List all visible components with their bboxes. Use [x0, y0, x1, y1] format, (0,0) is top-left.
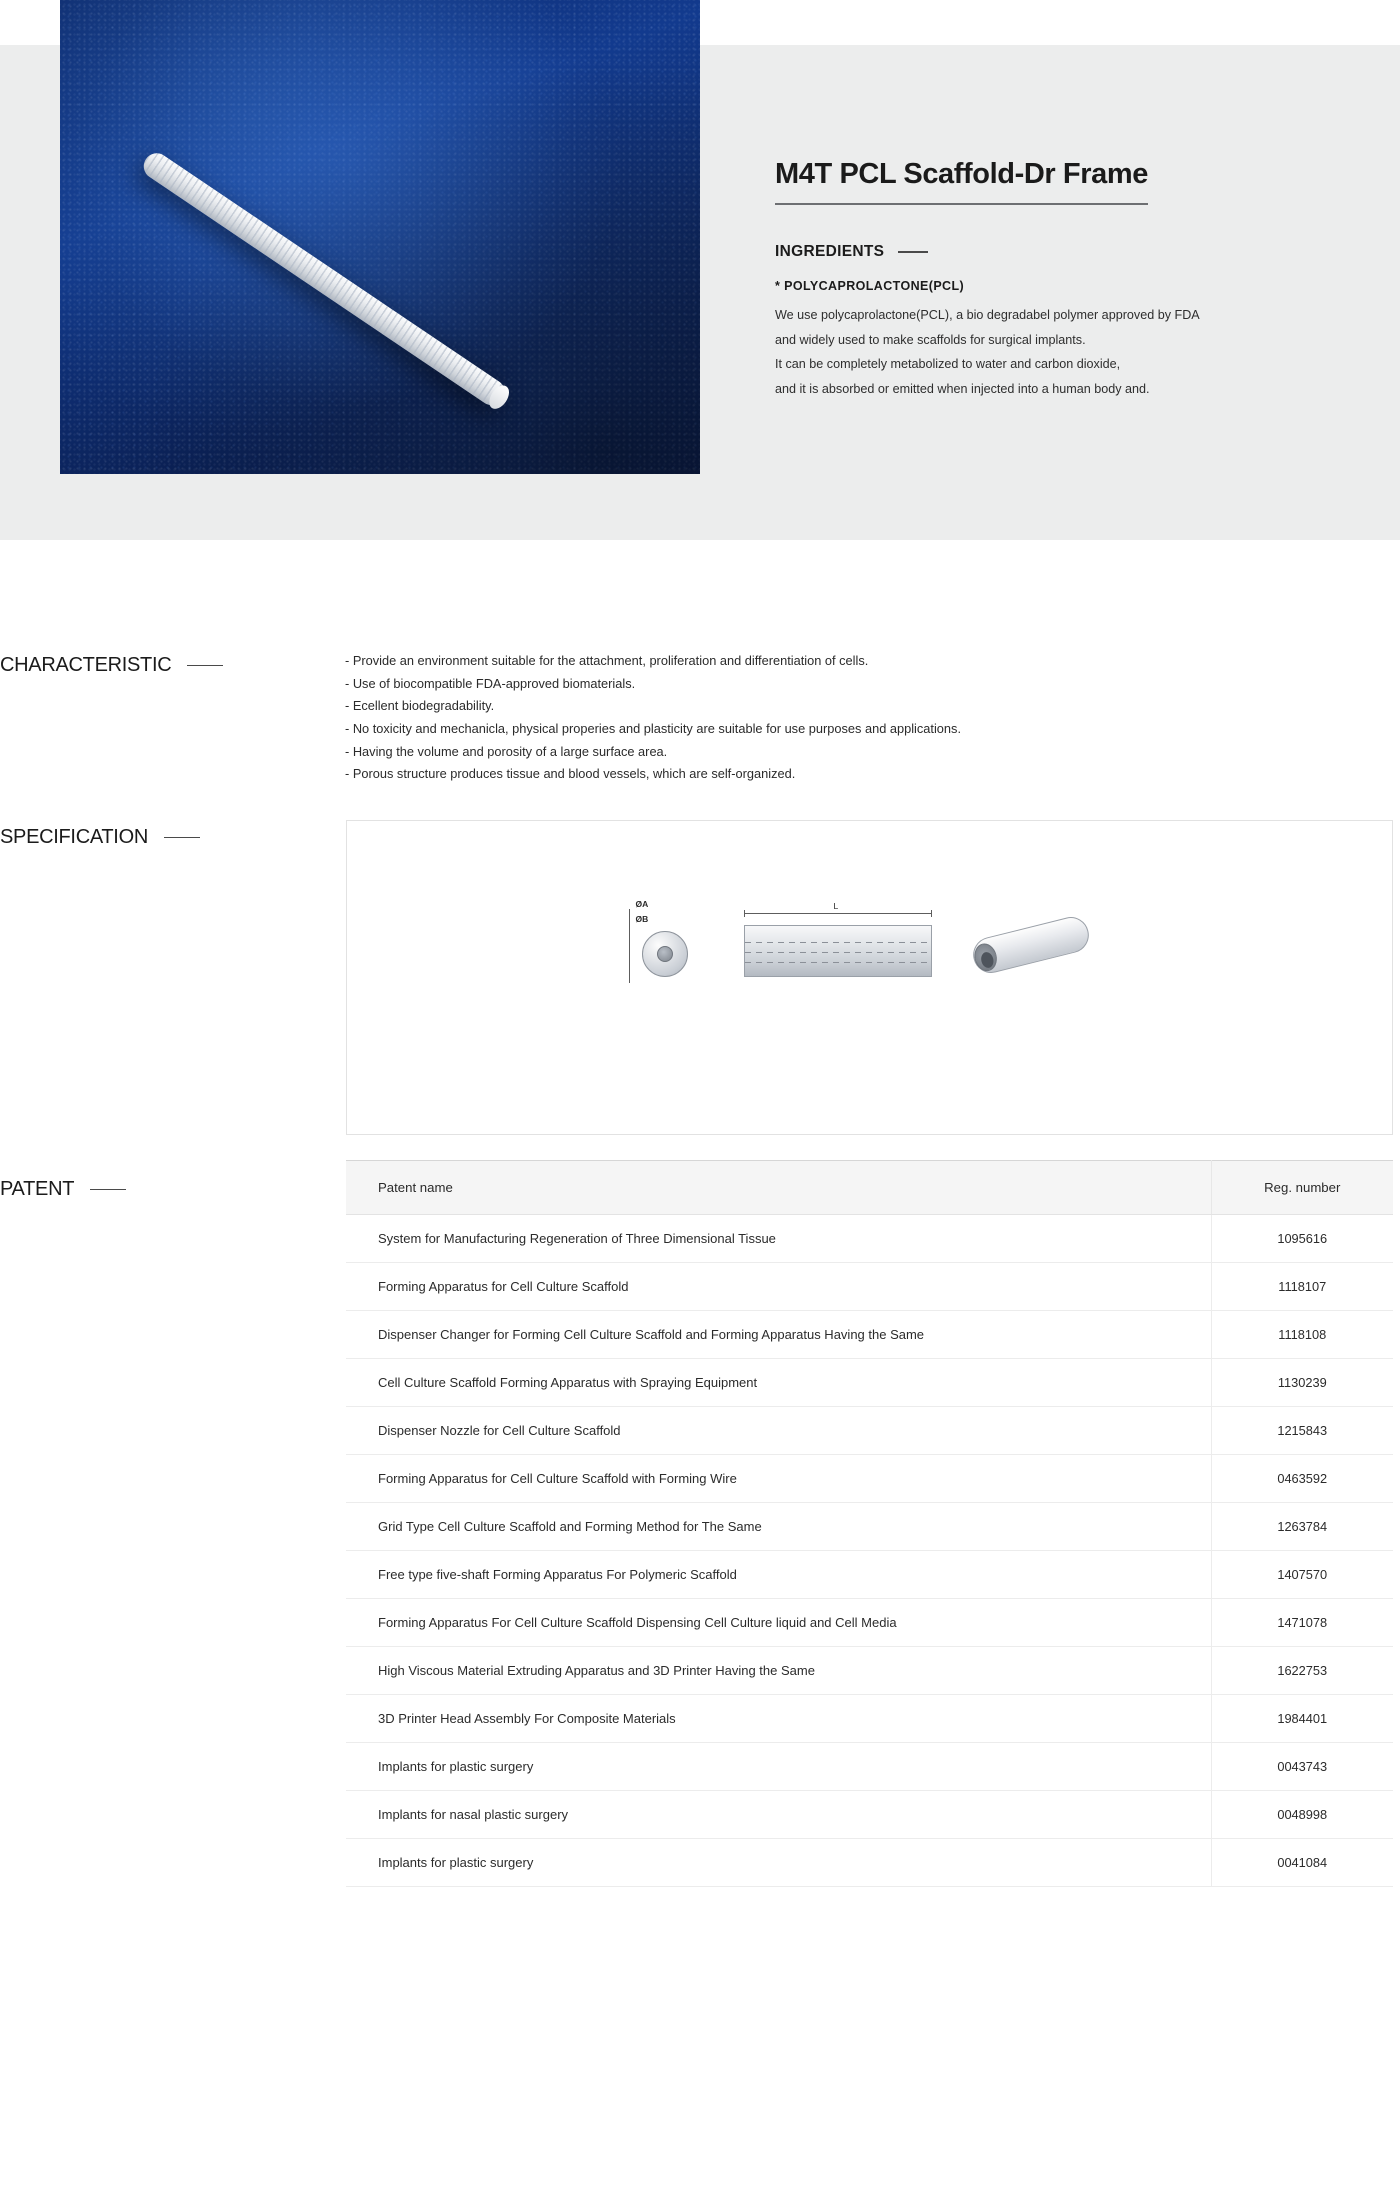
- specification-diagram: [347, 899, 1392, 991]
- patent-number-cell: 1215843: [1211, 1407, 1393, 1455]
- characteristic-item: - Use of biocompatible FDA-approved biomaterials.: [345, 675, 636, 691]
- ingredient-line: We use polycaprolactone(PCL), a bio degradabel polymer approved by FDA: [775, 308, 1200, 322]
- table-row: [346, 1503, 1393, 1551]
- patent-name-cell: Implants for plastic surgery: [346, 1743, 1211, 1791]
- patent-number-cell: 1130239: [1211, 1359, 1393, 1407]
- column-header-patent-name: Patent name: [346, 1161, 1211, 1215]
- characteristic-item: - No toxicity and mechanicla, physical properies and plasticity are suitable for use purposes and applications.: [345, 720, 962, 736]
- patent-table-head: [346, 1161, 1393, 1215]
- inner-diameter-label: ØB: [635, 914, 649, 924]
- ingredients-rule: [898, 251, 928, 253]
- isometric-tube-bore-inner: [979, 951, 995, 969]
- ingredient-description: [775, 303, 1335, 401]
- ingredient-line: and widely used to make scaffolds for surgical implants.: [775, 332, 1086, 347]
- patent-name-cell: Forming Apparatus For Cell Culture Scaffold Dispensing Cell Culture liquid and Cell Media: [346, 1599, 1211, 1647]
- characteristic-item: - Having the volume and porosity of a large surface area.: [345, 743, 668, 759]
- tube-dash-line: [745, 952, 931, 953]
- characteristic-heading-text: CHARACTERISTIC: [0, 654, 172, 676]
- column-header-reg-number: Reg. number: [1211, 1161, 1393, 1215]
- patent-section: [0, 1160, 1400, 1927]
- patent-number-cell: 1118107: [1211, 1263, 1393, 1311]
- ingredient-line: and it is absorbed or emitted when injected into a human body and.: [775, 381, 1150, 396]
- patent-heading-text: PATENT: [0, 1178, 75, 1200]
- characteristic-heading-rule: [187, 665, 223, 667]
- hero-section: [0, 0, 1400, 540]
- patent-name-cell: Grid Type Cell Culture Scaffold and Forming Method for The Same: [346, 1503, 1211, 1551]
- patent-number-cell: 1263784: [1211, 1503, 1393, 1551]
- isometric-tube-body: [969, 913, 1092, 976]
- ingredient-line: It can be completely metabolized to water and carbon dioxide,: [775, 357, 1121, 372]
- isometric-view: [966, 899, 1116, 991]
- product-photo: [60, 0, 700, 474]
- patent-heading-rule: [90, 1189, 126, 1191]
- table-row: [346, 1407, 1393, 1455]
- characteristic-list: [345, 650, 1245, 786]
- specification-section: [0, 820, 1400, 1150]
- patent-name-cell: Forming Apparatus for Cell Culture Scaffold with Forming Wire: [346, 1455, 1211, 1503]
- patent-number-cell: 0041084: [1211, 1839, 1393, 1887]
- patent-name-cell: Forming Apparatus for Cell Culture Scaffold: [346, 1263, 1211, 1311]
- patent-number-cell: 1118108: [1211, 1311, 1393, 1359]
- specification-heading-rule: [164, 837, 200, 839]
- patent-table: [346, 1160, 1393, 1887]
- patent-name-cell: High Viscous Material Extruding Apparatus and 3D Printer Having the Same: [346, 1647, 1211, 1695]
- specification-heading-text: SPECIFICATION: [0, 826, 148, 848]
- table-header-row: [346, 1161, 1393, 1215]
- hero-text-block: [775, 158, 1335, 401]
- scaffold-rod-cap: [485, 382, 513, 413]
- patent-number-cell: 0463592: [1211, 1455, 1393, 1503]
- patent-number-cell: 0043743: [1211, 1743, 1393, 1791]
- length-dimension-line: [744, 913, 932, 914]
- patent-name-cell: 3D Printer Head Assembly For Composite Materials: [346, 1695, 1211, 1743]
- specification-diagram-box: [346, 820, 1393, 1135]
- table-row: [346, 1359, 1393, 1407]
- table-row: [346, 1311, 1393, 1359]
- characteristic-heading: [0, 654, 300, 677]
- patent-name-cell: Cell Culture Scaffold Forming Apparatus with Spraying Equipment: [346, 1359, 1211, 1407]
- outer-diameter-label: ØA: [635, 899, 649, 909]
- cross-section-inner-hole: [657, 946, 673, 962]
- table-row: [346, 1839, 1393, 1887]
- patent-number-cell: 1984401: [1211, 1695, 1393, 1743]
- patent-name-cell: Implants for plastic surgery: [346, 1839, 1211, 1887]
- tube-dash-line: [745, 962, 931, 963]
- table-row: [346, 1647, 1393, 1695]
- patent-name-cell: Free type five-shaft Forming Apparatus For Polymeric Scaffold: [346, 1551, 1211, 1599]
- table-row: [346, 1263, 1393, 1311]
- patent-name-cell: Dispenser Nozzle for Cell Culture Scaffold: [346, 1407, 1211, 1455]
- specification-heading: [0, 826, 300, 849]
- characteristic-item: - Ecellent biodegradability.: [345, 698, 495, 714]
- patent-name-cell: Dispenser Changer for Forming Cell Culture Scaffold and Forming Apparatus Having the Same: [346, 1311, 1211, 1359]
- cross-section-view: [624, 899, 710, 991]
- ingredients-label: INGREDIENTS: [775, 243, 885, 260]
- characteristic-item: - Porous structure produces tissue and blood vessels, which are self-organized.: [345, 766, 796, 782]
- patent-number-cell: 1622753: [1211, 1647, 1393, 1695]
- patent-name-cell: Implants for nasal plastic surgery: [346, 1791, 1211, 1839]
- patent-number-cell: 1407570: [1211, 1551, 1393, 1599]
- side-view-tube: [744, 925, 932, 977]
- patent-heading: [0, 1178, 300, 1201]
- ingredients-heading-row: [775, 243, 1335, 261]
- table-row: [346, 1695, 1393, 1743]
- tube-dash-line: [745, 942, 931, 943]
- table-row: [346, 1791, 1393, 1839]
- length-label: L: [833, 901, 839, 911]
- page-title: M4T PCL Scaffold-Dr Frame: [775, 158, 1148, 205]
- table-row: [346, 1551, 1393, 1599]
- patent-table-body: [346, 1215, 1393, 1887]
- characteristic-item: - Provide an environment suitable for the attachment, proliferation and differentiation of cells.: [345, 653, 869, 668]
- patent-name-cell: System for Manufacturing Regeneration of Three Dimensional Tissue: [346, 1215, 1211, 1263]
- table-row: [346, 1599, 1393, 1647]
- patent-number-cell: 1095616: [1211, 1215, 1393, 1263]
- table-row: [346, 1215, 1393, 1263]
- isometric-tube-bore: [971, 941, 999, 973]
- characteristic-section: [0, 650, 1400, 810]
- scaffold-rod-graphic: [139, 148, 510, 410]
- patent-number-cell: 1471078: [1211, 1599, 1393, 1647]
- table-row: [346, 1743, 1393, 1791]
- patent-number-cell: 0048998: [1211, 1791, 1393, 1839]
- dimension-tick-inner: [629, 923, 630, 971]
- side-view: [738, 899, 938, 991]
- table-row: [346, 1455, 1393, 1503]
- ingredient-name: * POLYCAPROLACTONE(PCL): [775, 279, 965, 293]
